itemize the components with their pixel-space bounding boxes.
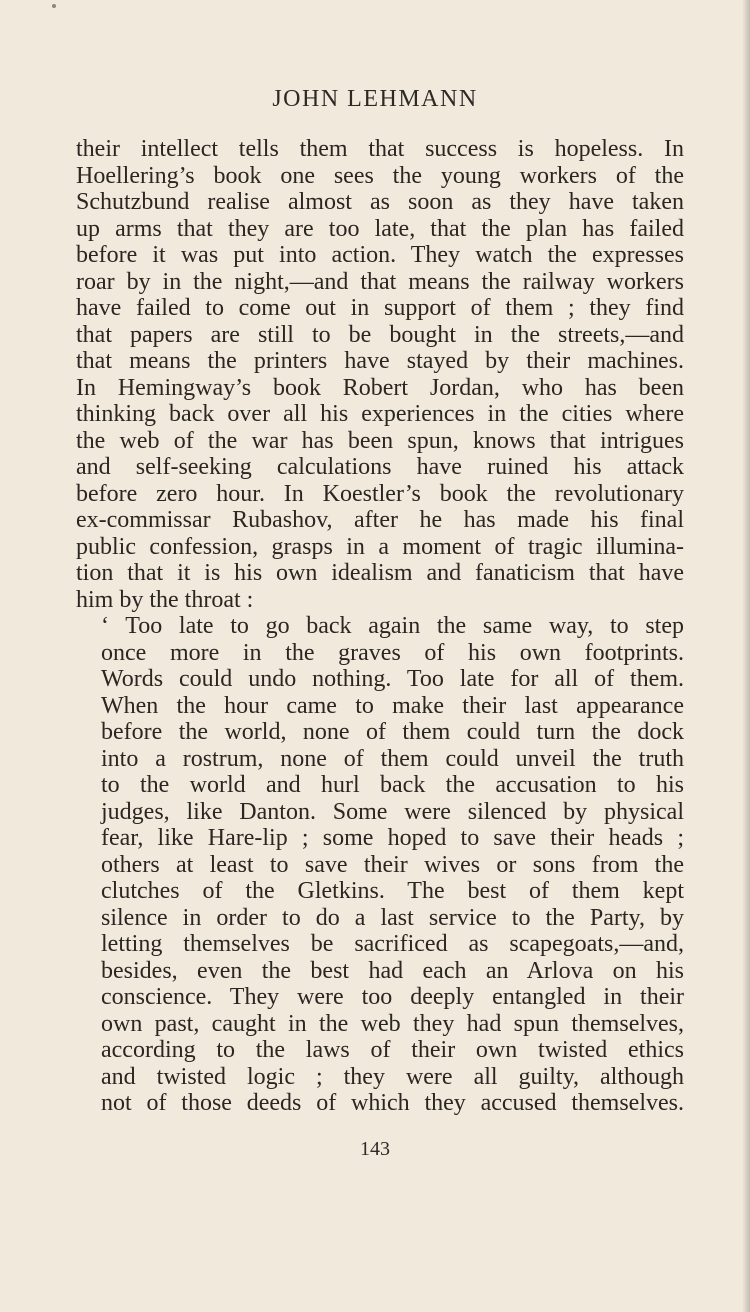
quote-line: conscience. They were too deeply entangled in their: [101, 984, 684, 1010]
quote-line: others at least to save their wives or sons from the: [101, 851, 684, 878]
running-head: JOHN LEHMANN: [272, 86, 478, 112]
quote-line: not of those deeds of which they accused themselves.: [101, 1090, 684, 1116]
text-line: that means the printers have stayed by their machines.: [76, 348, 684, 374]
quote-line: own past, caught in the web they had spun themselves,: [101, 1010, 684, 1037]
paragraph: [76, 136, 684, 613]
text-line: that papers are still to be bought in the streets,—and: [76, 321, 684, 348]
text-line: In Hemingway’s book Robert Jordan, who has been: [76, 374, 684, 401]
quote-line: according to the laws of their own twisted ethics: [101, 1037, 684, 1063]
quote-line: to the world and hurl back the accusation to his: [101, 772, 684, 798]
page-edge-shadow: [742, 0, 750, 1312]
quote-line: fear, like Hare-lip ; some hoped to save their heads ;: [101, 825, 684, 851]
text-line: thinking back over all his experiences in the cities where: [76, 401, 684, 427]
text-line: have failed to come out in support of them ; they find: [76, 295, 684, 321]
text-line: ex-commissar Rubashov, after he has made his final: [76, 507, 684, 533]
quote-line: Words could undo nothing. Too late for all of them.: [101, 666, 684, 692]
text-line: tion that it is his own idealism and fanaticism that have: [76, 560, 684, 586]
quote-line: before the world, none of them could turn the dock: [101, 719, 684, 745]
text-line: Schutzbund realise almost as soon as they have taken: [76, 189, 684, 215]
block-quote: [76, 613, 684, 1117]
quote-line: ‘ Too late to go back again the same way, to step: [101, 613, 684, 639]
text-line: public confession, grasps in a moment of tragic illumina-: [76, 533, 684, 560]
text-line: their intellect tells them that success is hopeless. In: [76, 136, 684, 162]
quote-line: judges, like Danton. Some were silenced by physical: [101, 798, 684, 825]
quote-line: silence in order to do a last service to the Party, by: [101, 904, 684, 931]
quote-line: once more in the graves of his own footprints.: [101, 639, 684, 666]
text-line: the web of the war has been spun, knows that intrigues: [76, 427, 684, 454]
text-line: and self-seeking calculations have ruined his attack: [76, 454, 684, 480]
text-line: before it was put into action. They watch the expresses: [76, 242, 684, 268]
paper-speck: [52, 4, 56, 8]
quote-line: When the hour came to make their last appearance: [101, 692, 684, 719]
text-line: roar by in the night,—and that means the railway workers: [76, 268, 684, 295]
quote-line: into a rostrum, none of them could unveil the truth: [101, 745, 684, 772]
text-line: Hoellering’s book one sees the young workers of the: [76, 162, 684, 189]
text-line: before zero hour. In Koestler’s book the revolutionary: [76, 480, 684, 507]
text-line: up arms that they are too late, that the plan has failed: [76, 215, 684, 242]
quote-line: letting themselves be sacrificed as scapegoats,—and,: [101, 931, 684, 957]
quote-line: clutches of the Gletkins. The best of them kept: [101, 878, 684, 904]
page-number: 143: [360, 1138, 390, 1160]
body-text: [76, 136, 684, 1117]
text-line: him by the throat :: [76, 586, 254, 613]
quote-line: and twisted logic ; they were all guilty, although: [101, 1063, 684, 1090]
quote-line: besides, even the best had each an Arlova on his: [101, 957, 684, 984]
